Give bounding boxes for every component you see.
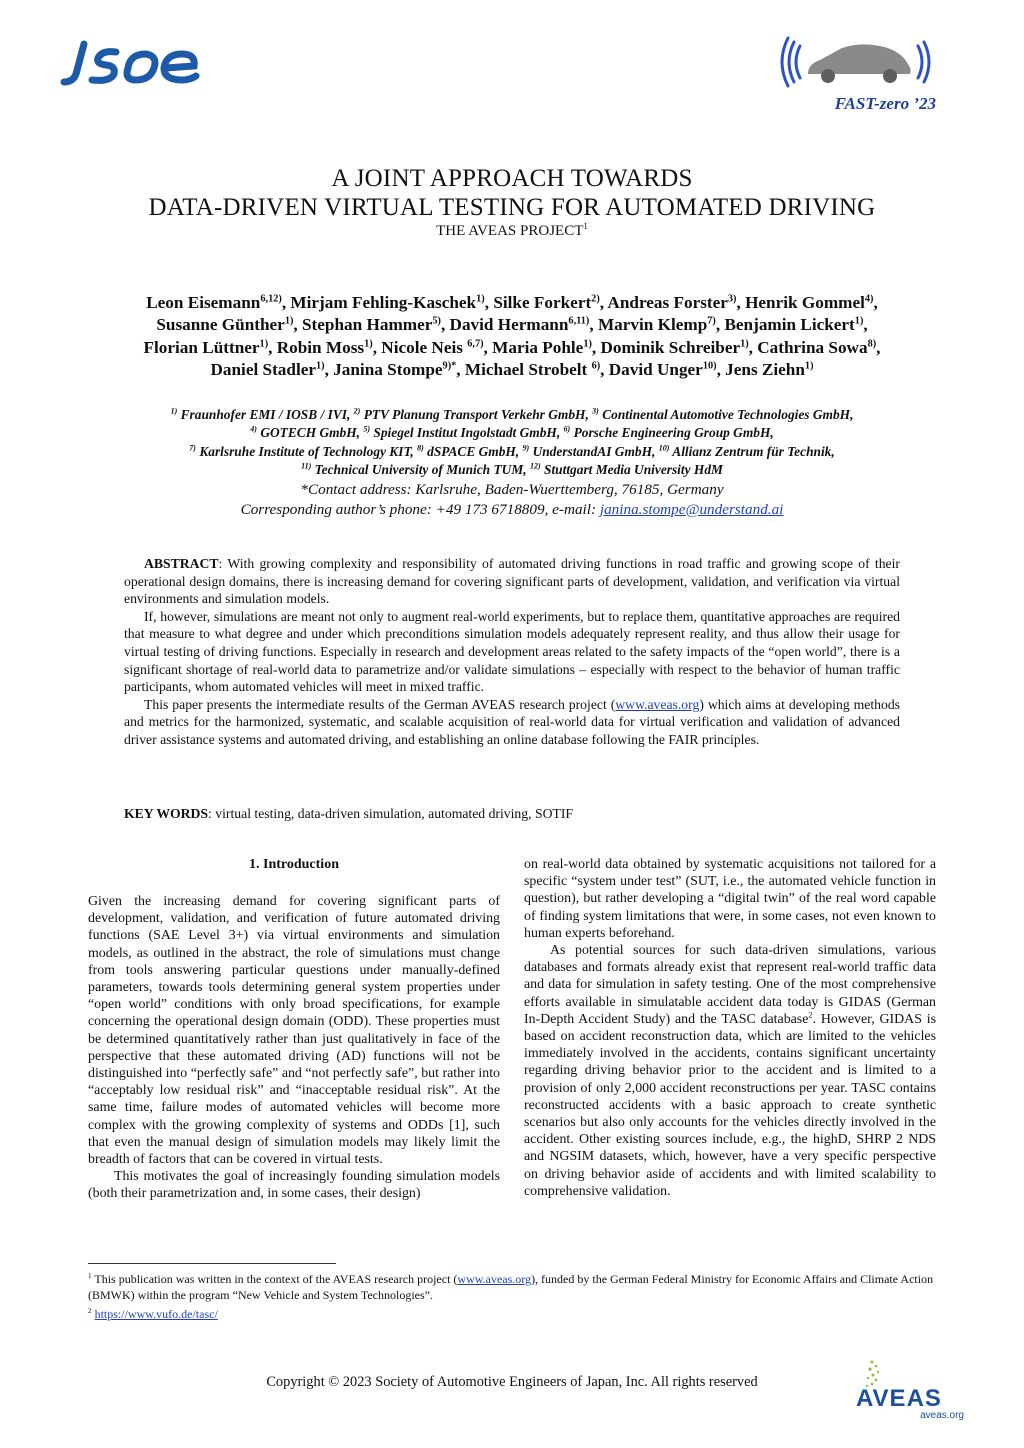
body-text: As potential sources for such data-driven simulations, various databases and formats already exist that represent real-world traffic data and data for simulation in safety testing. One of the most comprehensive efforts available in simulatable accident data today is GIDAS (German In-Depth Accident Study) and the TASC database: [524, 943, 936, 1027]
affiliation-list: [90, 406, 934, 479]
author-name: David Hermann: [449, 315, 569, 335]
affiliation-line: [90, 406, 934, 424]
author-name: Nicole Neis: [381, 337, 468, 357]
author-affil-mark: 1): [316, 360, 325, 372]
abstract-text: ) which aims at developing methods and metrics for the harmonized, systematic, and scalable acquisition of real-world data for virtual verification and validation of advanced driver assistance systems and automated driving, and establishing an online database following the FAIR principles.: [124, 696, 900, 747]
author-name: Stephan Hammer: [302, 315, 433, 335]
affil-mark: 8): [417, 443, 424, 453]
affil-mark: 7): [189, 443, 196, 453]
author-affil-mark: 1): [284, 315, 294, 327]
subtitle-text: THE AVEAS PROJECT: [436, 223, 584, 239]
affil-mark: 11): [301, 461, 312, 471]
keywords: [124, 806, 900, 822]
author-affil-mark: 3): [727, 293, 737, 305]
author-line: [90, 314, 934, 336]
author-affil-mark: 1): [476, 293, 485, 305]
title-block: [0, 164, 1024, 240]
author-affil-mark: 1): [854, 315, 864, 327]
author-name: Susanne Günther: [156, 315, 285, 335]
abstract-paragraph: [124, 696, 900, 749]
separator: ,: [876, 337, 881, 357]
conference-label: FAST-zero ’23: [834, 94, 936, 113]
paper-title-line1: A JOINT APPROACH TOWARDS: [331, 165, 693, 192]
contact-phone: Corresponding author’s phone: +49 173 6718809, e-mail:: [240, 500, 600, 518]
author-affil-mark: 8): [867, 338, 877, 350]
affiliation: Technical University of Munich TUM,: [311, 461, 530, 477]
affiliation: Porsche Engineering Group GmbH,: [570, 425, 774, 441]
separator: ,: [293, 315, 302, 335]
footnotes: [88, 1272, 938, 1327]
footnote-mark: 1: [583, 221, 588, 231]
author-line: [90, 359, 934, 381]
footnote-mark: 1: [88, 1272, 92, 1280]
contact-info: [90, 480, 934, 519]
author-affil-mark: 9)*: [442, 360, 457, 372]
right-column: [524, 856, 936, 1200]
author-affil-mark: 1): [364, 338, 373, 350]
affiliation: Spiegel Institut Ingolstadt GmbH,: [370, 425, 564, 441]
author-name: David Unger: [608, 360, 703, 380]
jsae-logo-text: JSAE: [131, 88, 135, 89]
affiliation: UnderstandAI GmbH,: [529, 443, 659, 459]
keywords-label: KEY WORDS: [124, 806, 209, 821]
author-name: Dominik Schreiber: [600, 337, 741, 357]
footnote-text: This publication was written in the context of the AVEAS research project (: [91, 1272, 458, 1286]
separator: ,: [440, 315, 450, 335]
affil-mark: 12): [529, 461, 541, 471]
separator: ,: [716, 360, 726, 380]
body-paragraph: [524, 942, 936, 1200]
affiliation: dSPACE GmbH,: [423, 443, 523, 459]
author-name: Mirjam Fehling-Kaschek: [290, 293, 477, 312]
affiliation-line: [90, 443, 934, 461]
author-affil-mark: 6,12): [260, 293, 282, 305]
body-text: . However, GIDAS is based on accident reconstruction data, which are limited to the vehicles immediately involved in the accidents, contains significant uncertainty regarding driving behavior prior to the accident and is limited to a provision of only 2,000 accident reconstructions per year. TASC contains reconstructed accidents with a basic approach to create synthetic scenarios but also only accounts for the vehicles directly involved in the accident. Other existing sources include, e.g., the highD, SHRP 2 NDS and NGSIM datasets, which, however, have a very specific perspective on driving behavior aside of accidents and with limited scalability to comprehensive validation.: [524, 1011, 936, 1199]
footnote-divider: [88, 1263, 336, 1264]
author-name: Maria Pohle: [492, 337, 584, 357]
paper-title-line2: DATA-DRIVEN VIRTUAL TESTING FOR AUTOMATED DRIVING: [148, 194, 876, 221]
affiliation: Karlsruhe Institute of Technology KIT,: [195, 443, 418, 459]
affiliation: Fraunhofer EMI / IOSB / IVI,: [177, 407, 354, 422]
author-affil-mark: 1): [804, 360, 814, 372]
author-name: Janina Stompe: [333, 360, 443, 380]
abstract: [124, 555, 900, 749]
affiliation-line: [90, 461, 934, 479]
affiliation: PTV Planung Transport Verkehr GmbH,: [360, 407, 593, 422]
author-name: Silke Forkert: [493, 293, 592, 312]
separator: ,: [484, 293, 494, 312]
footnote-mark: 2: [808, 1010, 813, 1020]
author-name: Jens Ziehn: [725, 360, 805, 380]
affil-mark: 6): [563, 424, 571, 434]
separator: ,: [873, 293, 878, 312]
aveas-link[interactable]: www.aveas.org: [457, 1272, 532, 1286]
footnote-1: [88, 1272, 938, 1303]
affiliation: Allianz Zentrum für Technik,: [669, 443, 835, 459]
author-name: Leon Eisemann: [146, 293, 261, 312]
separator: ,: [281, 293, 291, 312]
separator: ,: [715, 315, 725, 335]
affil-mark: 10): [658, 443, 670, 453]
footnote-text: ), funded by the German Federal Ministry for Economic Affairs and Climate Action (BMWK) within the program “New Vehicle and System Technologies”.: [88, 1272, 934, 1302]
author-name: Florian Lüttner: [143, 337, 260, 357]
author-name: Benjamin Lickert: [724, 315, 855, 335]
left-column: [88, 856, 500, 1203]
contact-address: *Contact address: Karlsruhe, Baden-Wuerttemberg, 76185, Germany: [300, 481, 724, 498]
aveas-logo: [852, 1356, 968, 1420]
author-affil-mark: 4): [864, 293, 874, 305]
separator: ,: [600, 360, 609, 380]
affil-mark: 1): [170, 406, 178, 416]
separator: ,: [599, 293, 608, 312]
aveas-link[interactable]: www.aveas.org: [615, 696, 700, 712]
author-line: [90, 292, 934, 314]
tasc-link[interactable]: https://www.vufo.de/tasc/: [94, 1307, 218, 1321]
aveas-logo-text: AVEAS: [856, 1385, 942, 1412]
author-affil-mark: 10): [702, 360, 717, 372]
author-name: Robin Moss: [276, 337, 365, 357]
author-name: Henrik Gommel: [745, 293, 865, 312]
abstract-paragraph: If, however, simulations are meant not only to augment real-world experiments, but to replace them, quantitative approaches are required that measure to what degree and under which preconditions simulation models adequately represent reality, and thus allow their usage for virtual testing of driving functions. Especially in research and development areas related to the safety impacts of the “open world”, there is a significant shortage of real-world data to parametrize and/or validate simulations – especially with respect to the behavior of human traffic participants, whom automated vehicles will meet in mixed traffic.: [124, 608, 900, 695]
section-heading: 1. Introduction: [249, 857, 339, 872]
separator: ,: [456, 360, 465, 380]
author-line: [90, 337, 934, 359]
affiliation: Stuttgart Media University HdM: [540, 461, 723, 477]
author-affil-mark: 6): [591, 360, 601, 372]
author-list: [90, 292, 934, 382]
author-name: Andreas Forster: [607, 293, 728, 312]
abstract-text: : With growing complexity and responsibility of automated driving functions in road traffic and growing scope of their operational design domains, there is increasing demand for covering significant parts of development, validation, and verification via virtual environments and simulation models.: [124, 556, 900, 607]
author-affil-mark: 6,11): [568, 315, 590, 327]
separator: ,: [591, 337, 601, 357]
separator: ,: [589, 315, 598, 335]
author-name: Cathrina Sowa: [757, 337, 868, 357]
affil-mark: 3): [592, 406, 599, 416]
body-paragraph: Given the increasing demand for covering significant parts of development, validation, and verification of future automated driving functions (SAE Level 3+) via virtual environments and simulation models, as outlined in the abstract, the role of simulations must change from tools answering particular questions under manually-defined parameters, towards tools determining general system properties under “open world” conditions with only broad specifications, for example concerning the operational design domain (ODD). These properties must be determined quantitatively rather than just qualitatively in face of the perspective that these automated driving (AD) functions will not be distinguished into “perfectly safe” and “not perfectly safe”, but rather into “acceptably low residual risk” and “inacceptable residual risk”. At the same time, failure modes of automated vehicles will become more complex with the growing complexity of systems and ODDs [1], such that even the manual design of simulation models may likely limit the breadth of factors that can be covered in virtual tests.: [88, 894, 500, 1168]
paper-subtitle: [0, 222, 1024, 240]
separator: ,: [483, 337, 493, 357]
author-affil-mark: 6,7): [467, 338, 484, 350]
footnote-2: [88, 1307, 938, 1323]
aveas-url-text: aveas.org: [920, 1410, 964, 1421]
separator: ,: [324, 360, 334, 380]
affil-mark: 5): [363, 424, 371, 434]
separator: ,: [268, 337, 277, 357]
abstract-label: ABSTRACT: [144, 556, 219, 571]
author-affil-mark: 5): [432, 315, 441, 327]
affiliation-line: [90, 424, 934, 442]
keywords-text: : virtual testing, data-driven simulation, automated driving, SOTIF: [208, 806, 573, 821]
author-affil-mark: 1): [740, 338, 749, 350]
affiliation: Continental Automotive Technologies GmbH,: [598, 407, 854, 422]
car-wave-logo: [784, 34, 934, 90]
affil-mark: 9): [522, 443, 530, 453]
author-name: Daniel Stadler: [210, 360, 316, 380]
affil-mark: 2): [353, 406, 361, 416]
copyright-notice: Copyright © 2023 Society of Automotive Engineers of Japan, Inc. All rights reserved: [266, 1374, 758, 1390]
separator: ,: [748, 337, 758, 357]
separator: ,: [863, 315, 868, 335]
abstract-text: This paper presents the intermediate results of the German AVEAS research project (: [144, 696, 616, 712]
affiliation: GOTECH GmbH,: [256, 425, 364, 441]
footnote-mark: 2: [88, 1307, 92, 1315]
author-name: Michael Strobelt: [464, 360, 592, 380]
jsae-logo: [58, 38, 208, 88]
abstract-paragraph: [124, 555, 900, 608]
author-affil-mark: 1): [583, 338, 592, 350]
affil-mark: 4): [250, 424, 257, 434]
body-paragraph: This motivates the goal of increasingly founding simulation models (both their parametrization and, in some cases, their design): [88, 1169, 500, 1202]
contact-phone-line: [90, 500, 934, 520]
author-affil-mark: 1): [259, 338, 269, 350]
author-affil-mark: 7): [707, 315, 716, 327]
body-paragraph: on real-world data obtained by systematic acquisitions not tailored for a specific “system under test” (SUT, i.e., the automated vehicle function in question), but rather developing a “digital twin” of the real word capable of finding system limitations that were, in some cases, not even known to human experts beforehand.: [524, 857, 936, 941]
author-affil-mark: 2): [591, 293, 600, 305]
author-name: Marvin Klemp: [597, 315, 708, 335]
separator: ,: [736, 293, 746, 312]
separator: ,: [372, 337, 382, 357]
contact-email-link[interactable]: janina.stompe@understand.ai: [599, 500, 784, 518]
